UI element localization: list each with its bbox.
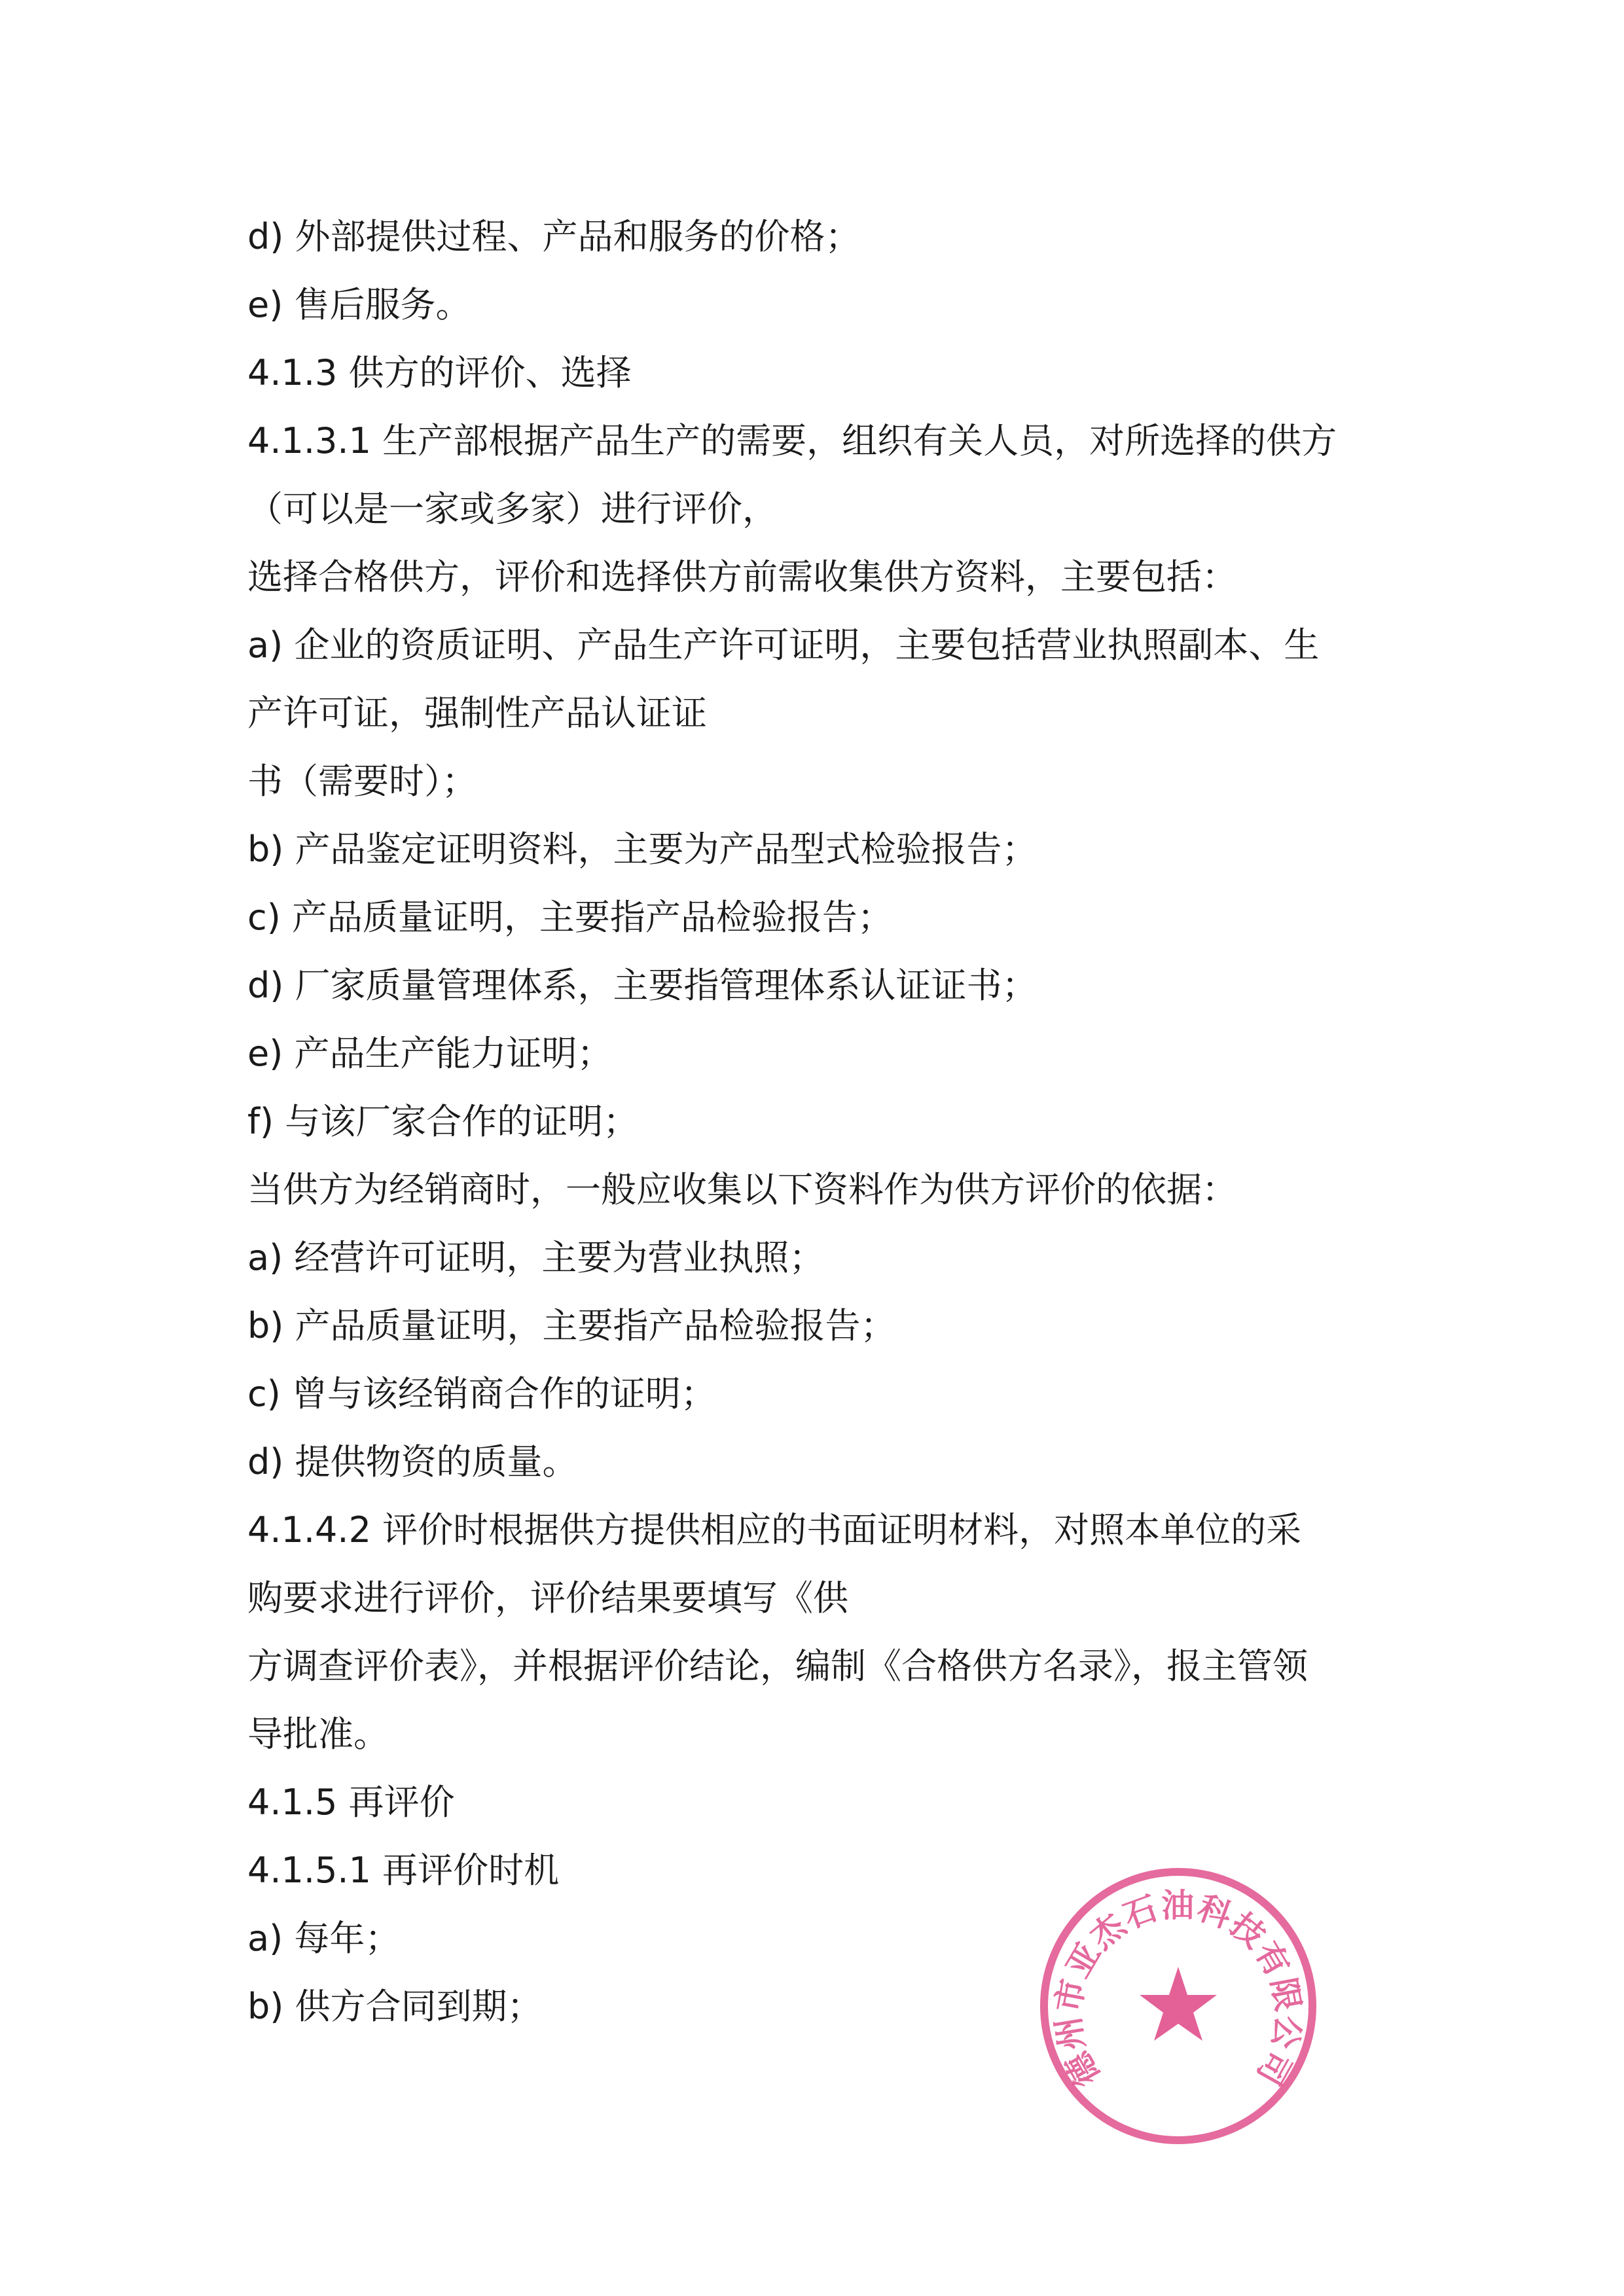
- text-line: 导批准。: [247, 1713, 389, 1755]
- text-line: a) 企业的资质证明、产品生产许可证明，主要包括营业执照副本、生: [247, 624, 1320, 666]
- section-heading: 4.1.5 再评价: [247, 1782, 455, 1823]
- section-heading: 4.1.3 供方的评价、选择: [247, 352, 632, 393]
- text-line: c) 曾与该经销商合作的证明；: [247, 1373, 716, 1414]
- text-line: （可以是一家或多家）进行评价，: [247, 488, 778, 529]
- text-line: 书（需要时）；: [247, 761, 477, 802]
- text-line: e) 产品生产能力证明；: [247, 1033, 613, 1074]
- text-line: b) 产品鉴定证明资料，主要为产品型式检验报告；: [247, 829, 1038, 870]
- text-line: c) 产品质量证明，主要指产品检验报告；: [247, 897, 893, 938]
- text-line: a) 每年；: [247, 1918, 401, 1959]
- section-heading: 4.1.5.1 再评价时机: [247, 1850, 560, 1891]
- text-line: 选择合格供方，评价和选择供方前需收集供方资料，主要包括：: [247, 556, 1237, 598]
- text-line: 当供方为经销商时，一般应收集以下资料作为供方评价的依据：: [247, 1169, 1237, 1210]
- text-line: 4.1.4.2 评价时根据供方提供相应的书面证明材料，对照本单位的采: [247, 1509, 1302, 1551]
- text-line: a) 经营许可证明，主要为营业执照；: [247, 1237, 825, 1278]
- text-line: d) 提供物资的质量。: [247, 1441, 578, 1482]
- text-line: 方调查评价表》，并根据评价结论，编制《合格供方名录》，报主管领: [247, 1645, 1308, 1687]
- company-seal: [1034, 1862, 1322, 2150]
- text-line: 4.1.3.1 生产部根据产品生产的需要，组织有关人员，对所选择的供方: [247, 420, 1337, 461]
- text-line: f) 与该厂家合作的证明；: [247, 1101, 639, 1142]
- text-line: d) 外部提供过程、产品和服务的价格；: [247, 216, 861, 257]
- text-line: e) 售后服务。: [247, 284, 471, 325]
- text-line: 产许可证，强制性产品认证证: [247, 692, 707, 734]
- text-line: d) 厂家质量管理体系，主要指管理体系认证证书；: [247, 965, 1038, 1006]
- svg-text:德州市亚杰石油科技有限公司: 德州市亚杰石油科技有限公司: [1048, 1886, 1308, 2093]
- text-line: b) 供方合同到期；: [247, 1986, 543, 2027]
- text-line: 购要求进行评价，评价结果要填写《供: [247, 1577, 848, 1619]
- text-line: b) 产品质量证明，主要指产品检验报告；: [247, 1305, 896, 1346]
- star-icon: [1140, 1967, 1217, 2041]
